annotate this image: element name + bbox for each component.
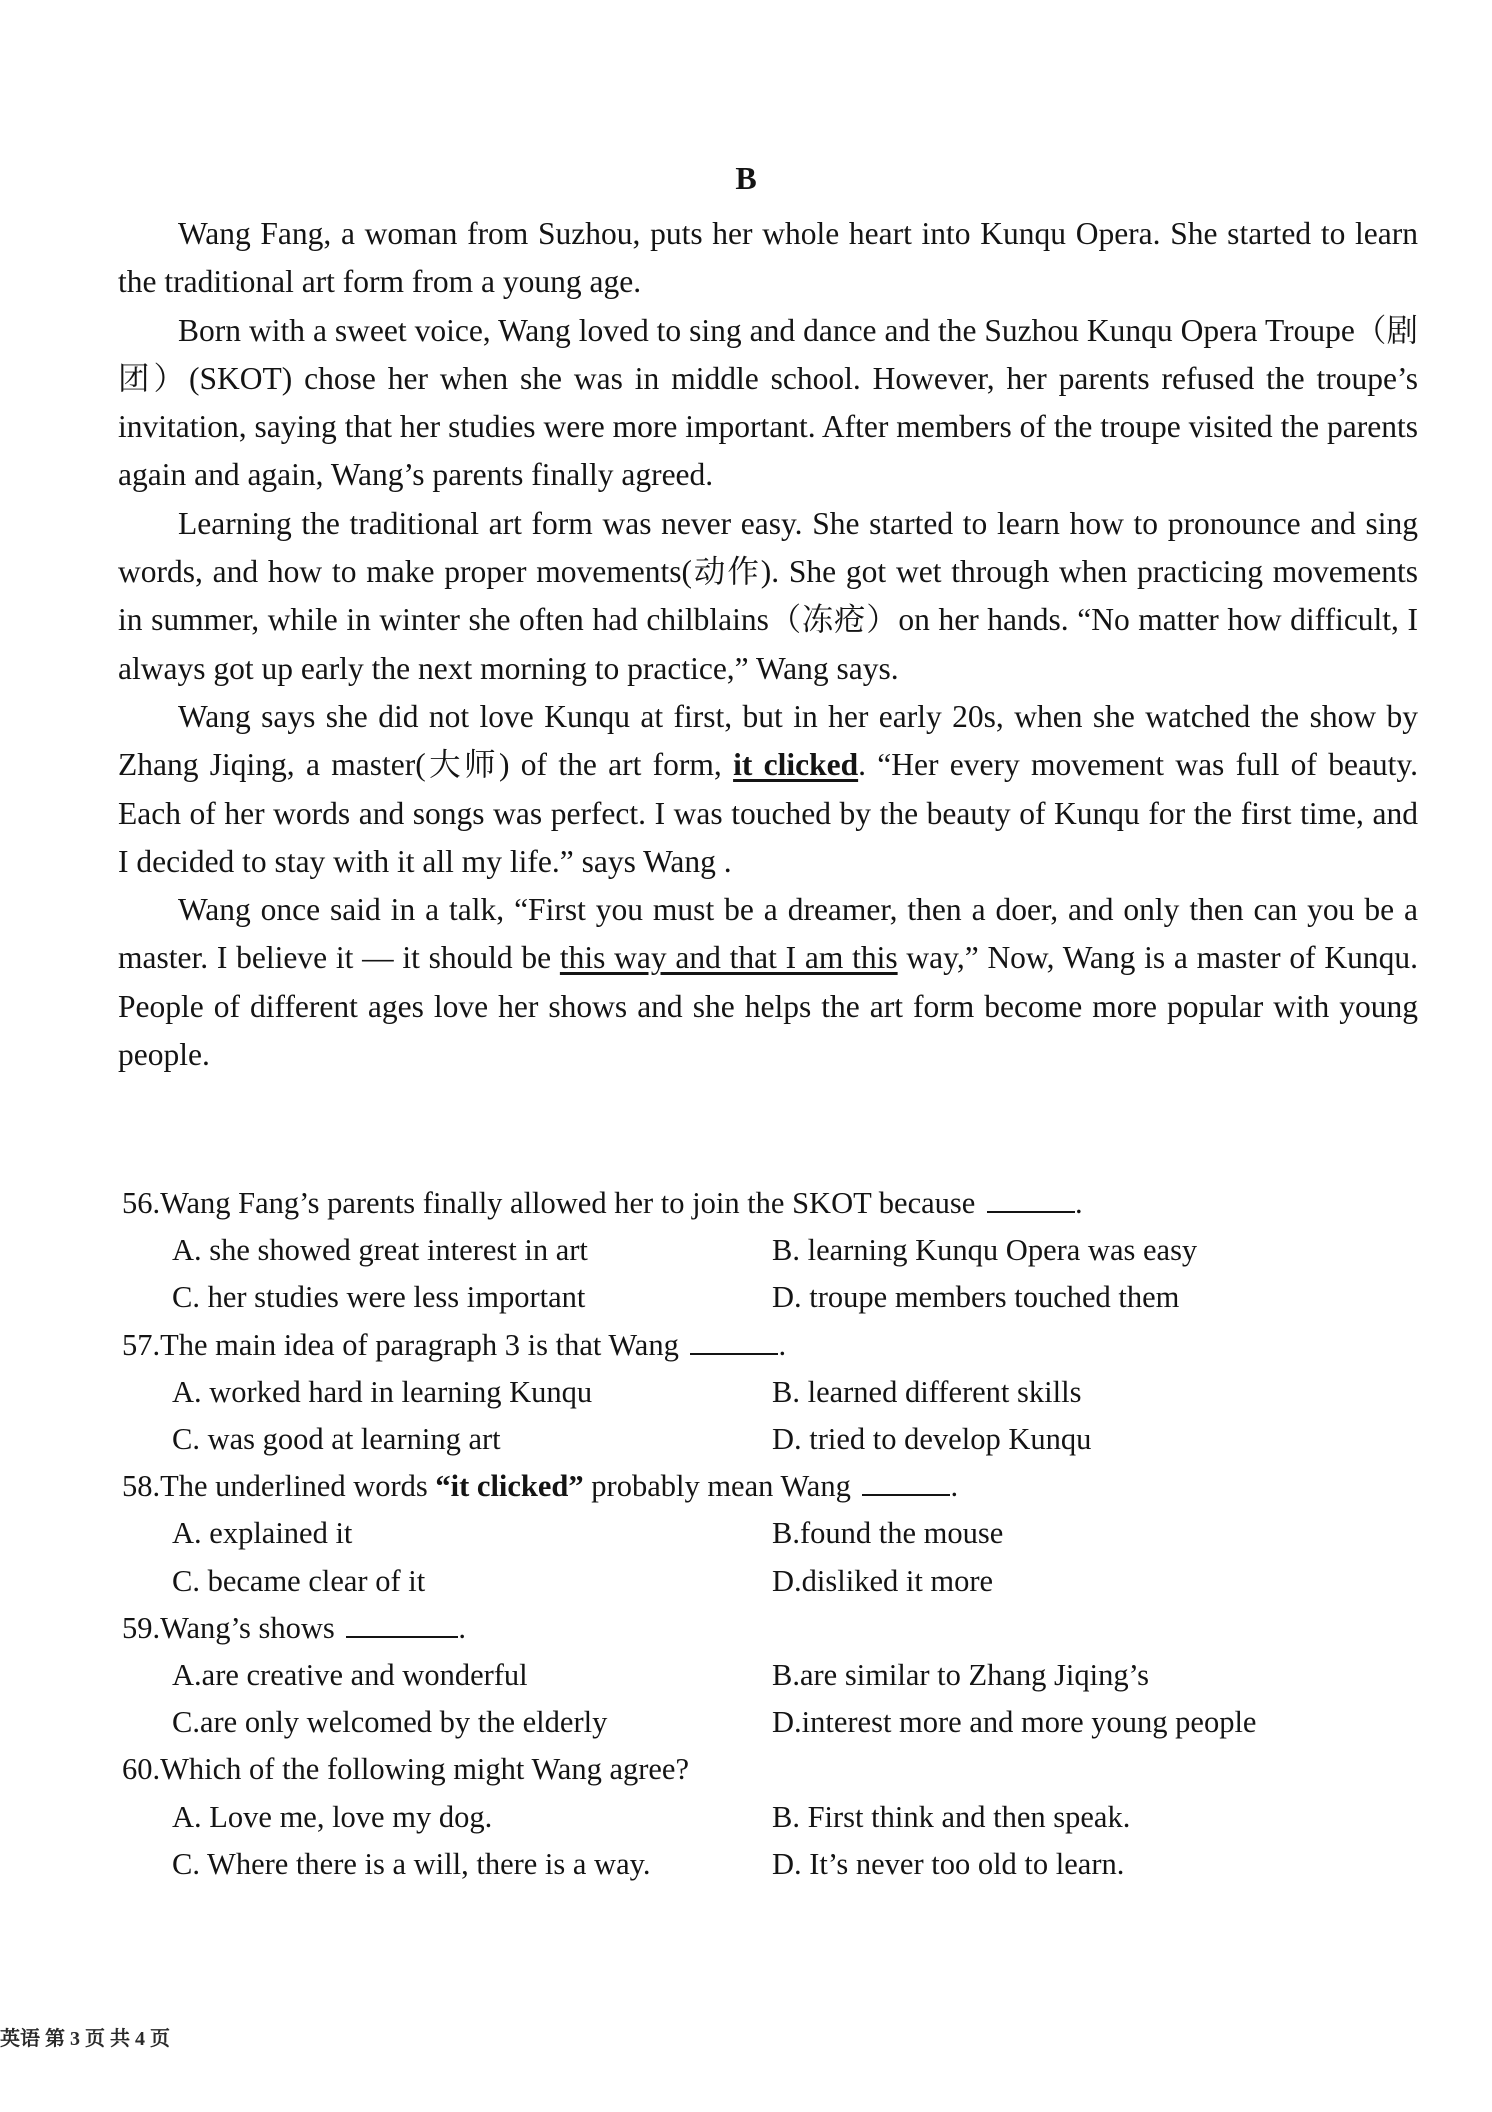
passage-paragraph-1: Wang Fang, a woman from Suzhou, puts her whole heart into Kunqu Opera. She started to learn the traditional art form from a young age. bbox=[118, 216, 1418, 300]
question-57-end: . bbox=[778, 1327, 787, 1362]
options-grid bbox=[122, 1794, 1412, 1888]
option-a: A. she showed great interest in art bbox=[172, 1233, 588, 1268]
option-d: D. tried to develop Kunqu bbox=[772, 1422, 1092, 1457]
options-grid bbox=[122, 1652, 1412, 1746]
question-58-end: . bbox=[950, 1469, 959, 1504]
option-c: C. became clear of it bbox=[172, 1563, 426, 1598]
question-57-text: 57.The main idea of paragraph 3 is that Wang bbox=[122, 1327, 679, 1362]
question-57 bbox=[122, 1322, 1412, 1464]
underlined-phrase-it-clicked: it clicked bbox=[733, 747, 859, 783]
question-58-bold-phrase: “it clicked” bbox=[435, 1469, 584, 1504]
option-b: B.found the mouse bbox=[772, 1516, 1004, 1551]
question-stem bbox=[122, 1180, 1412, 1227]
question-stem bbox=[122, 1463, 1412, 1510]
option-b: B.are similar to Zhang Jiqing’s bbox=[772, 1658, 1149, 1693]
question-stem bbox=[122, 1605, 1412, 1652]
question-list bbox=[122, 1180, 1412, 1888]
question-56-end: . bbox=[1074, 1186, 1083, 1220]
question-stem bbox=[122, 1322, 1412, 1369]
question-59 bbox=[122, 1605, 1412, 1747]
paragraph-4-text-start: Wang says she did not love Kunqu at first, but in her early 20s, when she watched the show by Zhang Jiqing, a master(大师) of the art form, bbox=[118, 698, 1418, 783]
option-b: B. learned different skills bbox=[772, 1374, 1082, 1409]
option-a: A. worked hard in learning Kunqu bbox=[172, 1374, 593, 1409]
question-58-text: 58.The underlined words bbox=[122, 1469, 436, 1504]
option-d: D.interest more and more young people bbox=[772, 1705, 1257, 1740]
option-b: B. First think and then speak. bbox=[772, 1799, 1131, 1834]
option-d: D. It’s never too old to learn. bbox=[772, 1846, 1125, 1881]
option-b: B. learning Kunqu Opera was easy bbox=[772, 1233, 1198, 1268]
option-a: A. Love me, love my dog. bbox=[172, 1799, 493, 1834]
option-c: C. her studies were less important bbox=[172, 1280, 586, 1315]
question-58 bbox=[122, 1463, 1412, 1605]
page-footer: 英语 第 3 页 共 4 页 bbox=[0, 2028, 170, 2050]
paragraph-5-text-end: way,” Now, Wang is a master of Kunqu. People of different ages love her shows and she helps the art form become more popular with young people. bbox=[118, 940, 1419, 1073]
option-a: A. explained it bbox=[172, 1516, 353, 1551]
options-grid bbox=[122, 1227, 1412, 1321]
question-stem bbox=[122, 1746, 1412, 1793]
passage-paragraph-3: Learning the traditional art form was never easy. She started to learn how to pronounce and sing words, and how to make proper movements(动作). She got wet through when practicing movements in summer, while in winter she often had chilblains（冻疮）on her hands. “No matter how difficult, I always got up early the next morning to practice,” Wang says. bbox=[118, 505, 1418, 686]
option-c: C. was good at learning art bbox=[172, 1422, 501, 1457]
question-56-text: 56.Wang Fang’s parents finally allowed her to join the SKOT because bbox=[122, 1186, 976, 1220]
reading-passage bbox=[118, 210, 1418, 1079]
question-59-end: . bbox=[458, 1610, 466, 1645]
passage-paragraph-4 bbox=[118, 693, 1418, 886]
paragraph-5-text-start: Wang once said in a talk, “First you must be a dreamer, then a doer, and only then can you be a master. I believe it — it should be bbox=[118, 892, 1418, 976]
option-c: C. Where there is a will, there is a way. bbox=[172, 1846, 651, 1881]
question-56 bbox=[122, 1180, 1412, 1322]
option-d: D. troupe members touched them bbox=[772, 1280, 1180, 1315]
option-c: C.are only welcomed by the elderly bbox=[172, 1705, 608, 1740]
question-60 bbox=[122, 1746, 1412, 1888]
options-grid bbox=[122, 1369, 1412, 1463]
question-58-text-middle: probably mean Wang bbox=[583, 1469, 851, 1504]
option-d: D.disliked it more bbox=[772, 1563, 994, 1598]
answer-blank bbox=[987, 1187, 1075, 1213]
question-60-text: 60.Which of the following might Wang agree? bbox=[122, 1752, 690, 1787]
option-a: A.are creative and wonderful bbox=[172, 1658, 528, 1693]
answer-blank bbox=[690, 1329, 778, 1355]
section-heading: B bbox=[735, 160, 757, 196]
passage-paragraph-2: Born with a sweet voice, Wang loved to sing and dance and the Suzhou Kunqu Opera Troupe（剧团）(SKOT) chose her when she was in middle school. However, her parents refused the troupe’s invitation, saying that her studies were more important. After members of the troupe visited the parents again and again, Wang’s parents finally agreed. bbox=[118, 312, 1418, 493]
answer-blank bbox=[862, 1470, 950, 1496]
passage-paragraph-5 bbox=[118, 886, 1418, 1079]
options-grid bbox=[122, 1510, 1412, 1604]
paragraph-4-text-end: . “Her every movement was full of beauty. Each of her words and songs was perfect. I was touched by the beauty of Kunqu for the first time, and I decided to stay with it all my life.” says Wang . bbox=[118, 747, 1418, 879]
answer-blank bbox=[346, 1612, 458, 1638]
question-59-text: 59.Wang’s shows bbox=[122, 1610, 335, 1645]
underlined-phrase-this-way: this way and that I am this bbox=[559, 940, 898, 976]
